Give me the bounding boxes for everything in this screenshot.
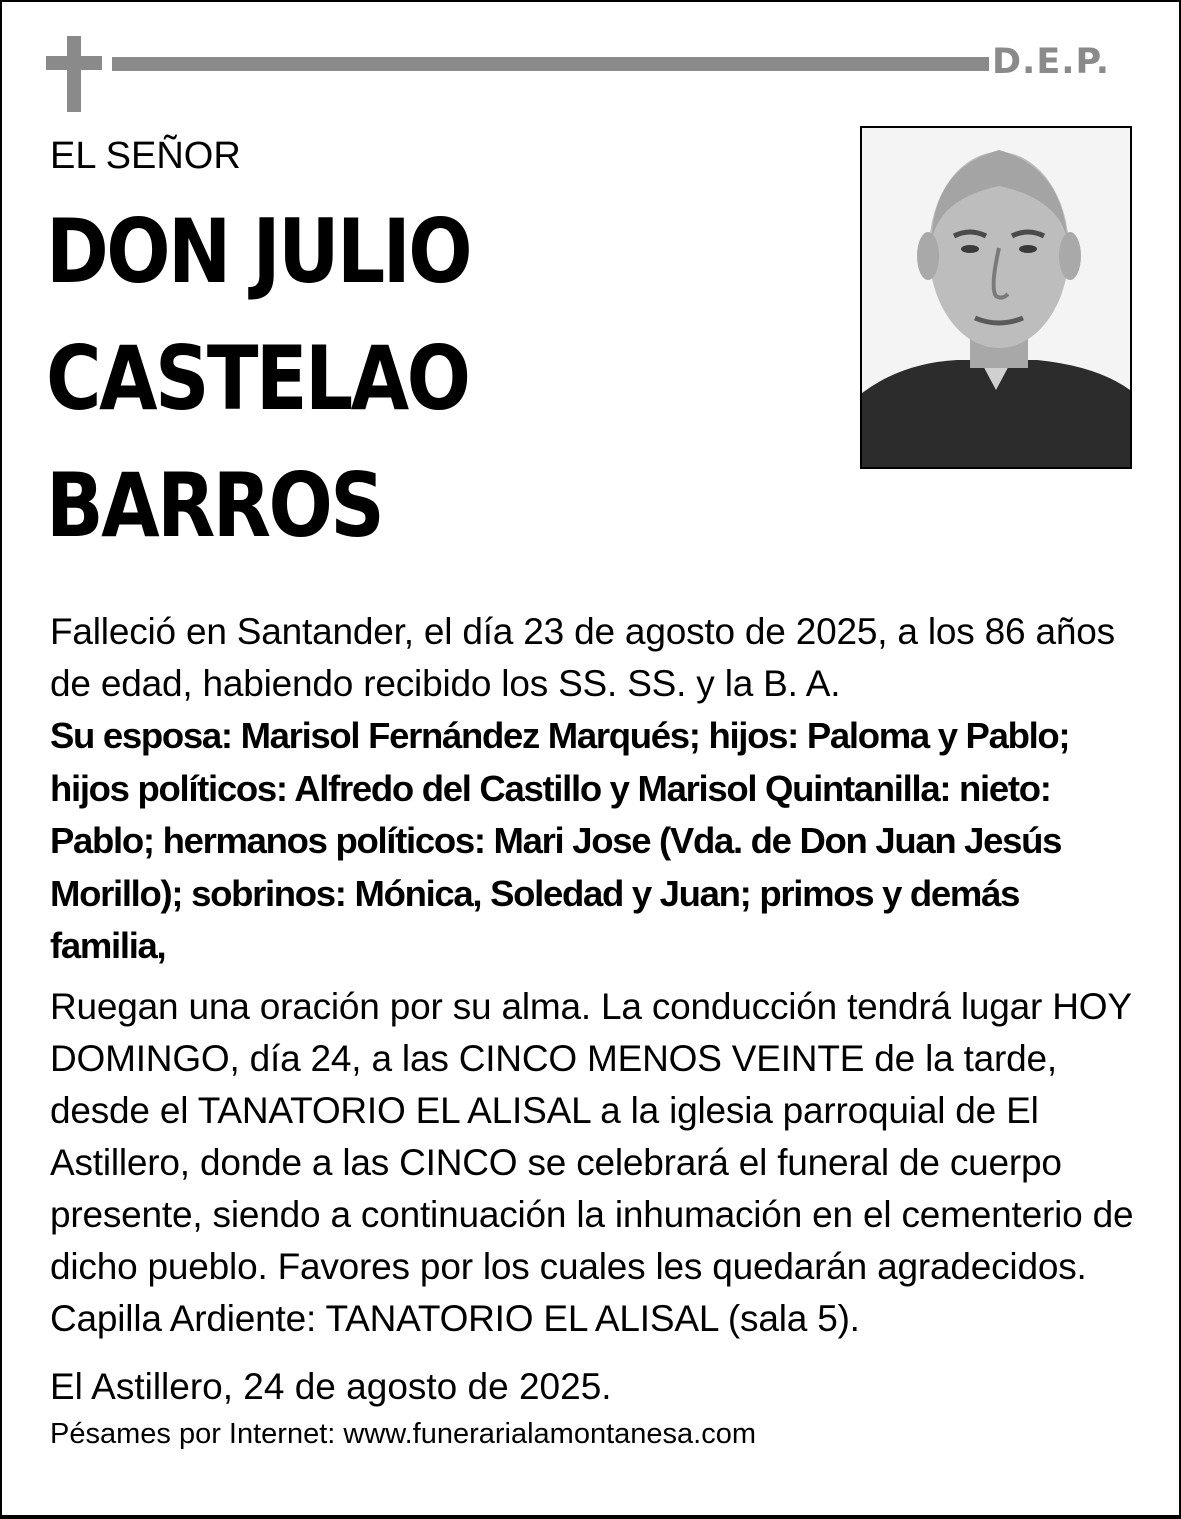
honorific: EL SEÑOR	[50, 135, 241, 177]
portrait-illustration	[862, 128, 1130, 467]
cross-icon	[46, 36, 102, 112]
condolences-website: Pésames por Internet: www.funerarialamontanesa.com	[50, 1417, 757, 1450]
portrait-photo	[860, 126, 1132, 469]
name-line-1: DON JULIO	[46, 200, 470, 303]
header-rule	[112, 57, 989, 71]
notice-body	[50, 606, 1140, 1455]
name-line-2: CASTELAO	[46, 327, 469, 430]
name-line-3: BARROS	[46, 454, 383, 557]
dep-label: D.E.P.	[992, 42, 1111, 82]
family-list: Su esposa: Marisol Fernández Marqués; hijos: Paloma y Pablo; hijos políticos: Alfredo del Castillo y Marisol Quintanilla: nieto: Pablo; hermanos políticos: Mari Jose (Vda. de Don Juan Jesús Morillo); sobrinos: Mónica, Soledad y Juan; primos y demás familia,	[50, 715, 1070, 966]
death-notice-text: Falleció en Santander, el día 23 de agosto de 2025, a los 86 años de edad, habiendo recibido los SS. SS. y la B. A.	[50, 611, 1115, 704]
place-date: El Astillero, 24 de agosto de 2025.	[50, 1365, 612, 1407]
deceased-name	[46, 188, 717, 569]
ceremony-text: Ruegan una oración por su alma. La conducción tendrá lugar HOY DOMINGO, día 24, a las CINCO MENOS VEINTE de la tarde, desde el TANATORIO EL ALISAL a la iglesia parroquial de El Astillero, donde a las CINCO se celebrará el funeral de cuerpo presente, siendo a continuación la inhumación en el cementerio de dicho pueblo. Favores por los cuales les quedarán agradecidos. Capilla Ardiente: TANATORIO EL ALISAL (sala 5).	[50, 985, 1134, 1339]
